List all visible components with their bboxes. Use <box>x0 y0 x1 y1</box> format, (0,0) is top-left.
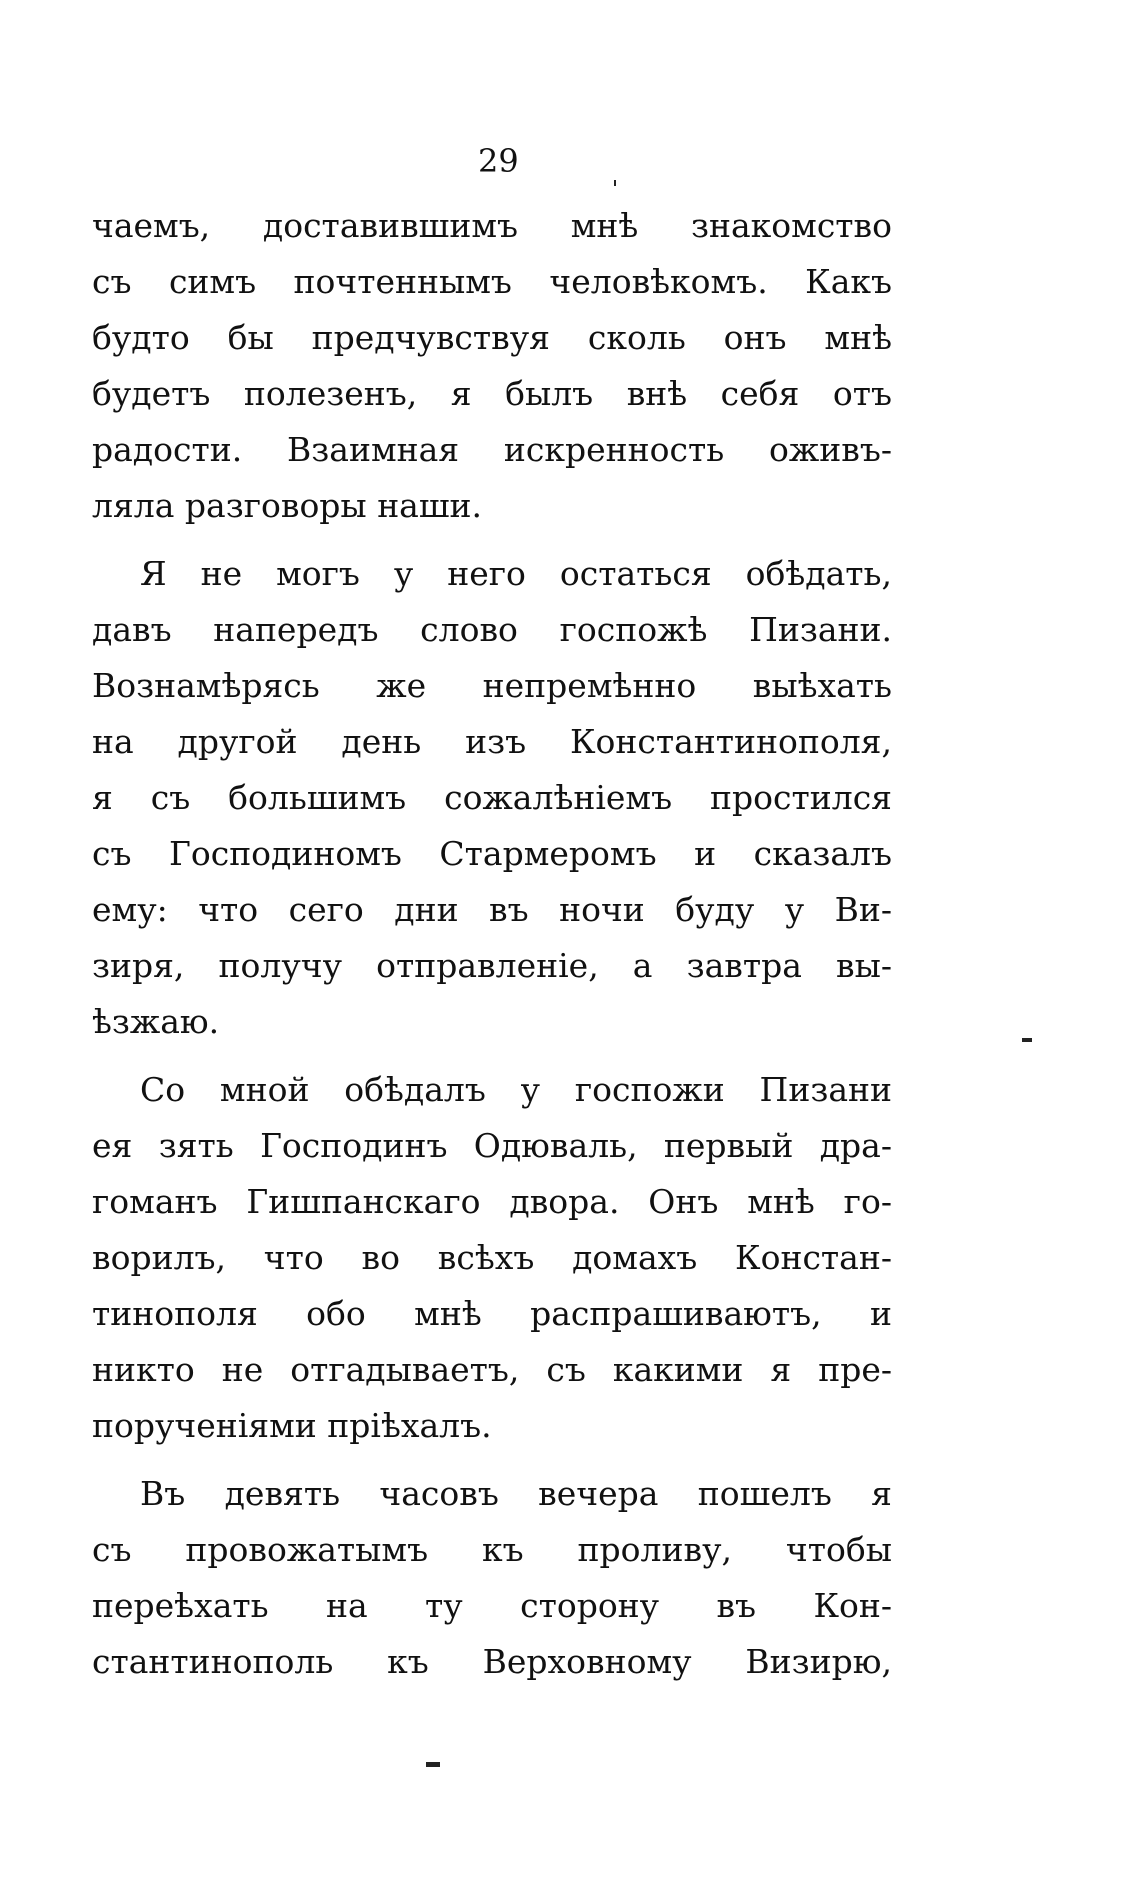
text-line: Вознамѣрясь же непремѣнно выѣхать <box>92 666 892 705</box>
ink-speck <box>1022 1038 1032 1042</box>
paragraph-3 <box>92 1062 892 1454</box>
text-line: будетъ полезенъ, я былъ внѣ себя отъ <box>92 374 892 413</box>
text-line: радости. Взаимная искренность оживъ- <box>92 430 892 469</box>
text-line: на другой день изъ Константинополя, <box>92 722 892 761</box>
text-line: стантинополь къ Верховному Визирю, <box>92 1642 892 1681</box>
text-line: ѣзжаю. <box>92 1002 220 1041</box>
page-number: 29 <box>478 142 519 180</box>
text-line: будто бы предчувствуя сколь онъ мнѣ <box>92 318 892 357</box>
text-line: съ провожатымъ къ проливу, чтобы <box>92 1530 892 1569</box>
text-line: переѣхать на ту сторону въ Кон- <box>92 1586 892 1625</box>
paragraph-4 <box>92 1466 892 1690</box>
text-line: гоманъ Гишпанскаго двора. Онъ мнѣ го- <box>92 1182 892 1221</box>
text-line: ворилъ, что во всѣхъ домахъ Констан- <box>92 1238 892 1277</box>
text-line: съ Господиномъ Стармеромъ и сказалъ <box>92 834 892 873</box>
text-line: никто не отгадываетъ, съ какими я пре- <box>92 1350 892 1389</box>
text-line: Въ девять часовъ вечера пошелъ я <box>140 1474 892 1513</box>
text-line: ляла разговоры наши. <box>92 486 483 525</box>
text-line: Я не могъ у него остаться обѣдать, <box>140 554 892 593</box>
page-text <box>92 198 892 1690</box>
ink-speck <box>426 1762 440 1767</box>
paragraph-1 <box>92 198 892 534</box>
text-line: ему: что сего дни въ ночи буду у Ви- <box>92 890 892 929</box>
text-line: чаемъ, доставившимъ мнѣ знакомство <box>92 206 892 245</box>
text-line: Со мной обѣдалъ у госпожи Пизани <box>140 1070 892 1109</box>
text-line: я съ большимъ сожалѣніемъ простился <box>92 778 892 817</box>
ink-speck <box>614 180 616 186</box>
paragraph-2 <box>92 546 892 1050</box>
text-line: зиря, получу отправленіе, а завтра вы- <box>92 946 892 985</box>
text-line: порученіями пріѣхалъ. <box>92 1406 492 1445</box>
text-line: тинополя обо мнѣ распрашиваютъ, и <box>92 1294 892 1333</box>
text-line: ея зять Господинъ Одюваль, первый дра- <box>92 1126 892 1165</box>
text-line: съ симъ почтеннымъ человѣкомъ. Какъ <box>92 262 892 301</box>
text-line: давъ напередъ слово госпожѣ Пизани. <box>92 610 892 649</box>
